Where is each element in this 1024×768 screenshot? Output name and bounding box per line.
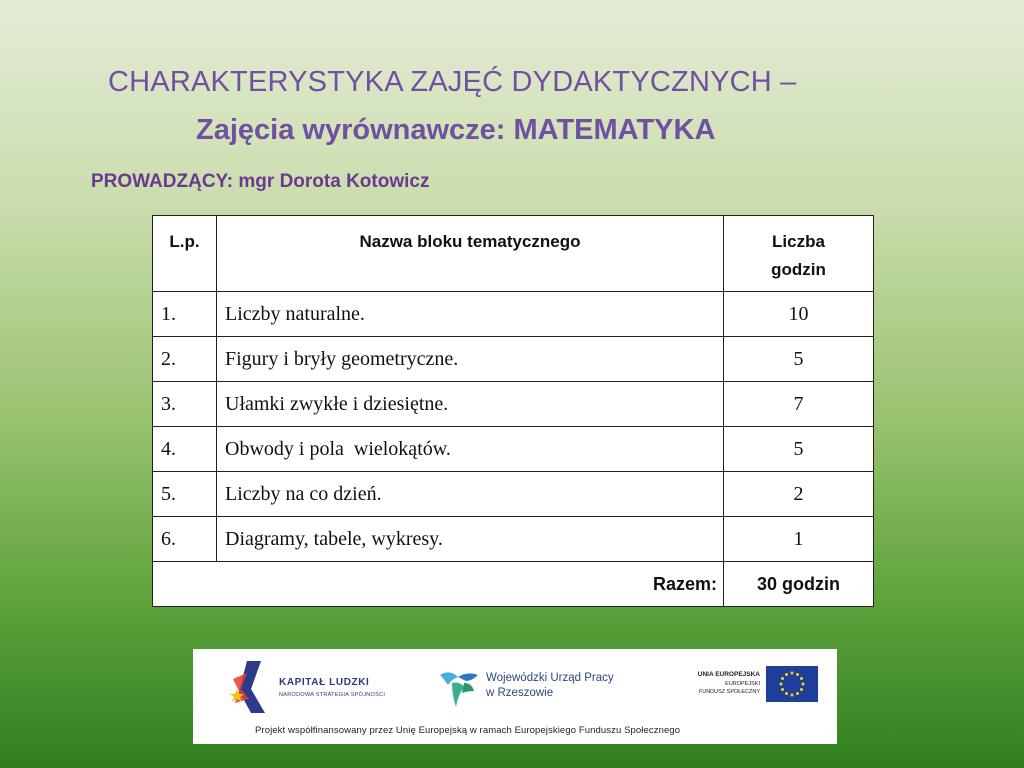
header-hours: [724, 216, 874, 292]
row-block-name: Liczby na co dzień.: [217, 472, 724, 517]
table-row: [153, 382, 874, 427]
kapital-ludzki-title: KAPITAŁ LUDZKI: [279, 677, 370, 688]
row-hours: 2: [724, 472, 874, 517]
table-row: [153, 427, 874, 472]
row-hours: 7: [724, 382, 874, 427]
wup-rzeszow-logo-icon: [438, 665, 480, 709]
table-row: [153, 472, 874, 517]
row-block-name: Figury i bryły geometryczne.: [217, 337, 724, 382]
eu-title: UNIA EUROPEJSKA: [697, 671, 760, 678]
row-number: 3.: [153, 382, 217, 427]
eu-flag-icon: [766, 666, 818, 702]
row-block-name: Diagramy, tabele, wykresy.: [217, 517, 724, 562]
row-block-name: Ułamki zwykłe i dziesiętne.: [217, 382, 724, 427]
row-number: 6.: [153, 517, 217, 562]
eu-fund-line1: EUROPEJSKI: [725, 681, 760, 687]
row-number: 4.: [153, 427, 217, 472]
course-plan-table: [152, 215, 874, 607]
row-hours: 5: [724, 427, 874, 472]
eu-fund-line2: FUNDUSZ SPOŁECZNY: [698, 689, 760, 695]
kapital-ludzki-subtitle: NARODOWA STRATEGIA SPÓJNOŚCI: [279, 692, 386, 698]
row-block-name: Liczby naturalne.: [217, 292, 724, 337]
row-number: 5.: [153, 472, 217, 517]
header-hours-line1: Liczba: [772, 232, 825, 251]
row-number: 2.: [153, 337, 217, 382]
kapital-ludzki-logo-icon: [229, 659, 269, 715]
slide-title-line1: CHARAKTERYSTYKA ZAJĘĆ DYDAKTYCZNYCH –: [108, 66, 797, 98]
table-row: [153, 517, 874, 562]
row-number: 1.: [153, 292, 217, 337]
row-hours: 10: [724, 292, 874, 337]
row-hours: 1: [724, 517, 874, 562]
teacher-label: PROWADZĄCY: mgr Dorota Kotowicz: [91, 171, 430, 192]
funding-footer: [193, 649, 837, 744]
wup-name-line2: w Rzeszowie: [486, 687, 554, 699]
funding-note: Projekt współfinansowany przez Unię Europejską w ramach Europejskiego Funduszu Społecznego: [255, 725, 681, 736]
wup-name-line1: Wojewódzki Urząd Pracy: [486, 672, 614, 684]
table-row: [153, 292, 874, 337]
header-lp: L.p.: [153, 216, 217, 292]
row-block-name: Obwody i pola wielokątów.: [217, 427, 724, 472]
total-value: 30 godzin: [724, 562, 874, 607]
row-hours: 5: [724, 337, 874, 382]
header-hours-line2: godzin: [771, 260, 826, 279]
header-block-name: Nazwa bloku tematycznego: [217, 216, 724, 292]
table-header-row: [153, 216, 874, 292]
slide-title-line2: Zajęcia wyrównawcze: MATEMATYKA: [196, 114, 716, 146]
table-total-row: [153, 562, 874, 607]
table-row: [153, 337, 874, 382]
total-label: Razem:: [153, 562, 724, 607]
